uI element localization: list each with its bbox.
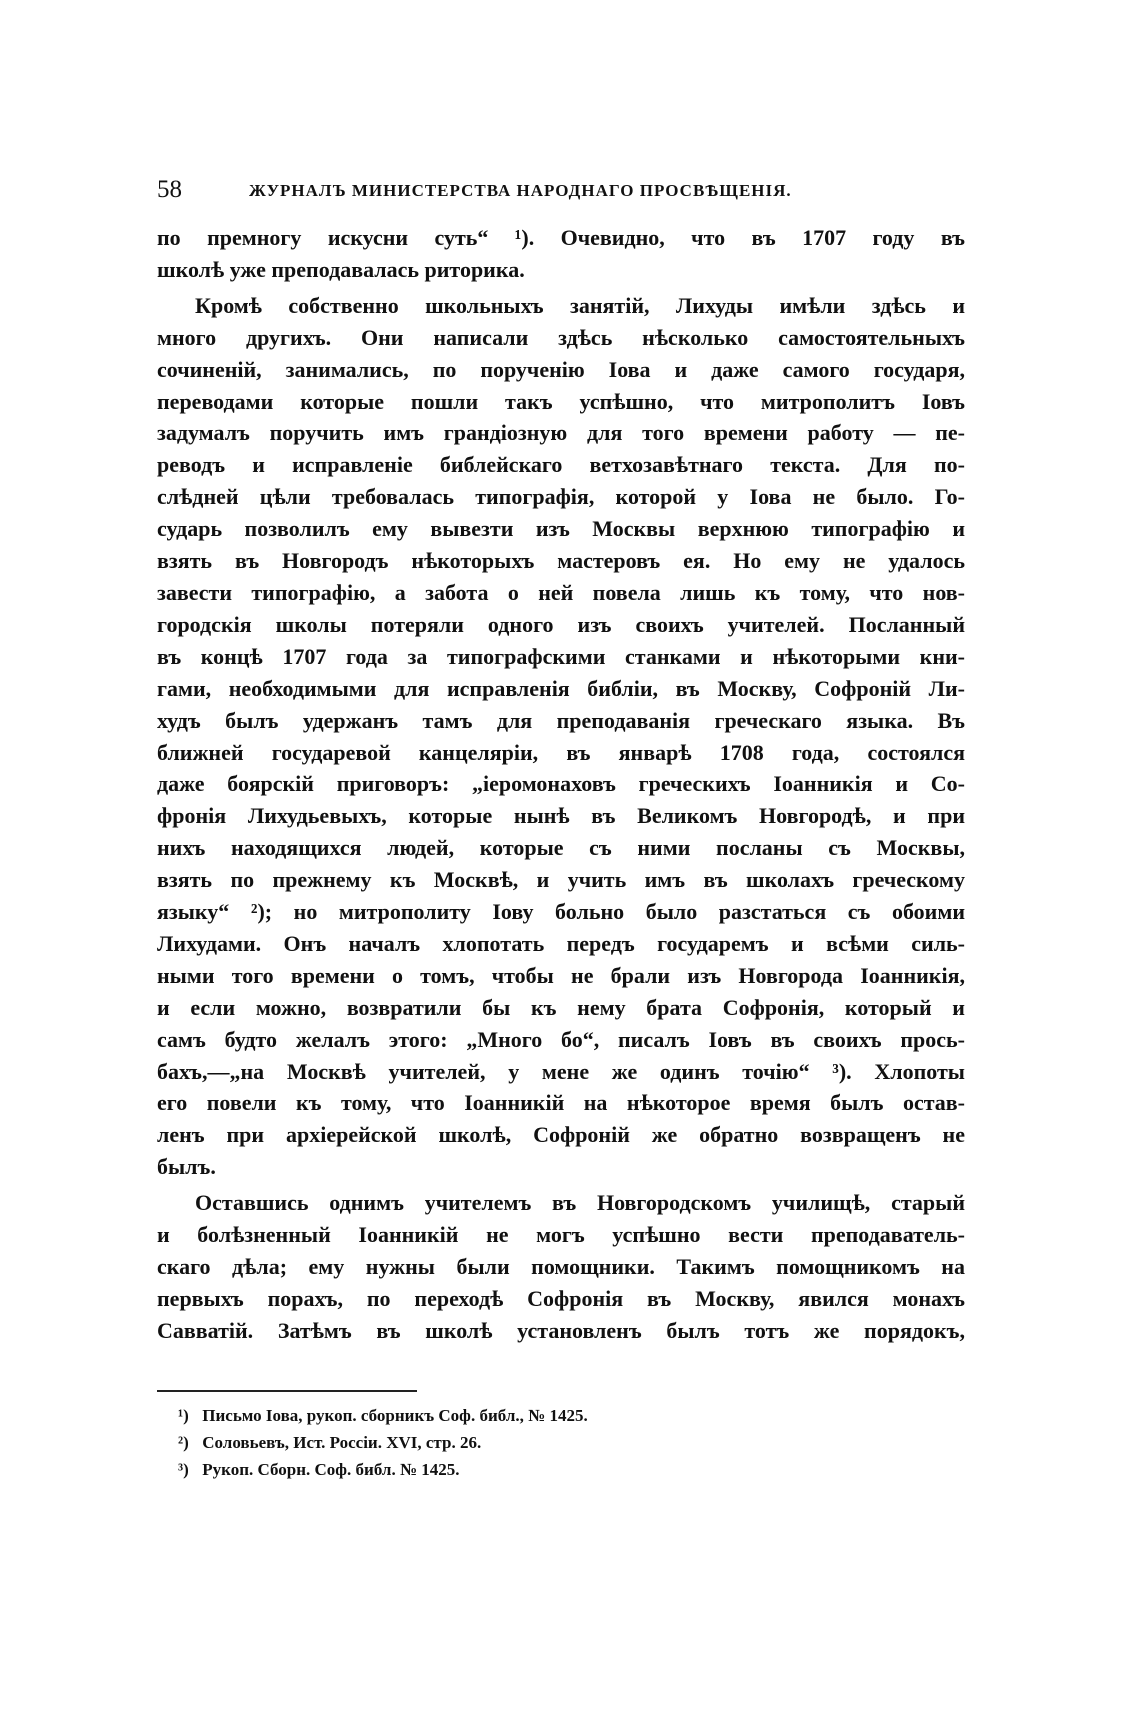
main-text [157, 222, 965, 1347]
page-number: 58 [157, 176, 182, 203]
text-line: взять по прежнему къ Москвѣ, и учить имъ въ школахъ греческому [157, 867, 965, 893]
text-line: сударь позволилъ ему вывезти изъ Москвы верхнюю типографію и [157, 516, 965, 542]
footnote-mark: ³) [178, 1460, 189, 1479]
footnotes [178, 1402, 938, 1483]
text-line: взять въ Новгородъ нѣкоторыхъ мастеровъ ея. Но ему не удалось [157, 548, 965, 574]
text-line: былъ. [157, 1154, 216, 1180]
text-line: Лихудами. Онъ началъ хлопотать передъ государемъ и всѣми силь- [157, 930, 965, 956]
footnote-text: Соловьевъ, Ист. Россіи. XVI, стр. 26. [202, 1433, 482, 1452]
text-line: Оставшись однимъ учителемъ въ Новгородскомъ училищѣ, старый [195, 1190, 965, 1216]
footnote-mark: ¹) [178, 1406, 189, 1425]
footnote-divider [157, 1390, 417, 1392]
text-line: и болѣзненный Іоанникій не могъ успѣшно вести преподаватель- [157, 1222, 965, 1248]
text-line: школѣ уже преподавалась риторика. [157, 256, 525, 282]
text-line: первыхъ порахъ, по переходѣ Софронія въ Москву, явился монахъ [157, 1285, 965, 1311]
text-line: фронія Лихудьевыхъ, которые нынѣ въ Великомъ Новгородѣ, и при [157, 803, 965, 829]
text-line: въ концѣ 1707 года за типографскими станками и нѣкоторыми кни- [157, 643, 965, 669]
text-line: самъ будто желалъ этого: „Много бо“, писалъ Іовъ въ своихъ прось- [157, 1026, 965, 1052]
text-line: даже боярскій приговоръ: „іеромонаховъ греческихъ Іоанникія и Со- [157, 771, 965, 797]
footnote [178, 1456, 938, 1483]
running-head: ЖУРНАЛЪ МИНИСТЕРСТВА НАРОДНАГО ПРОСВѢЩЕНІЯ. [249, 181, 792, 200]
text-line: реводъ и исправленіе библейскаго ветхозавѣтнаго текста. Для по- [157, 452, 965, 478]
footnote [178, 1402, 938, 1429]
text-line: гами, необходимыми для исправленія библіи, въ Москву, Софроній Ли- [157, 675, 965, 701]
text-line: худъ былъ удержанъ тамъ для преподаванія греческаго языка. Въ [157, 707, 965, 733]
text-line: Кромѣ собственно школьныхъ занятій, Лихуды имѣли здѣсь и [195, 292, 965, 318]
text-line: языку“ ²); но митрополиту Іову больно было разстаться съ обоими [157, 899, 965, 925]
text-line: ближней государевой канцеляріи, въ январѣ 1708 года, состоялся [157, 739, 965, 765]
text-line: и если можно, возвратили бы къ нему брата Софронія, который и [157, 994, 965, 1020]
text-line: скаго дѣла; ему нужны были помощники. Такимъ помощникомъ на [157, 1254, 965, 1279]
text-line: ленъ при архіерейской школѣ, Софроній же обратно возвращенъ не [157, 1122, 965, 1148]
footnote-text: Письмо Іова, рукоп. сборникъ Соф. библ., № 1425. [202, 1406, 588, 1425]
text-line: городскія школы потеряли одного изъ своихъ учителей. Посланный [157, 611, 965, 637]
text-line: много другихъ. Они написали здѣсь нѣсколько самостоятельныхъ [157, 324, 965, 350]
text-line: ными того времени о томъ, чтобы не брали изъ Новгорода Іоанникія, [157, 962, 965, 988]
footnote-text: Рукоп. Сборн. Соф. библ. № 1425. [202, 1460, 460, 1479]
text-line: переводами которые пошли такъ успѣшно, что митрополитъ Іовъ [157, 388, 965, 414]
text-line: нихъ находящихся людей, которые съ ними посланы съ Москвы, [157, 835, 965, 861]
footnote-mark: ²) [178, 1433, 189, 1452]
text-line: его повели къ тому, что Іоанникій на нѣкоторое время былъ остав- [157, 1090, 965, 1116]
text-line: сочиненій, занимались, по порученію Іова и даже самого государя, [157, 356, 965, 382]
page-header [157, 172, 965, 208]
text-line: слѣдней цѣли требовалась типографія, которой у Іова не было. Го- [157, 484, 965, 510]
text-line: задумалъ поручить имъ грандіозную для того времени работу — пе- [157, 420, 965, 446]
footnote [178, 1429, 938, 1456]
text-line: по премногу искусни суть“ ¹). Очевидно, что въ 1707 году въ [157, 225, 965, 250]
text-line: завести типографію, а забота о ней повела лишь къ тому, что нов- [157, 579, 965, 605]
text-line: бахъ,—„на Москвѣ учителей, у мене же одинъ точію“ ³). Хлопоты [157, 1058, 965, 1084]
text-line: Савватій. Затѣмъ въ школѣ установленъ былъ тотъ же порядокъ, [157, 1317, 965, 1343]
